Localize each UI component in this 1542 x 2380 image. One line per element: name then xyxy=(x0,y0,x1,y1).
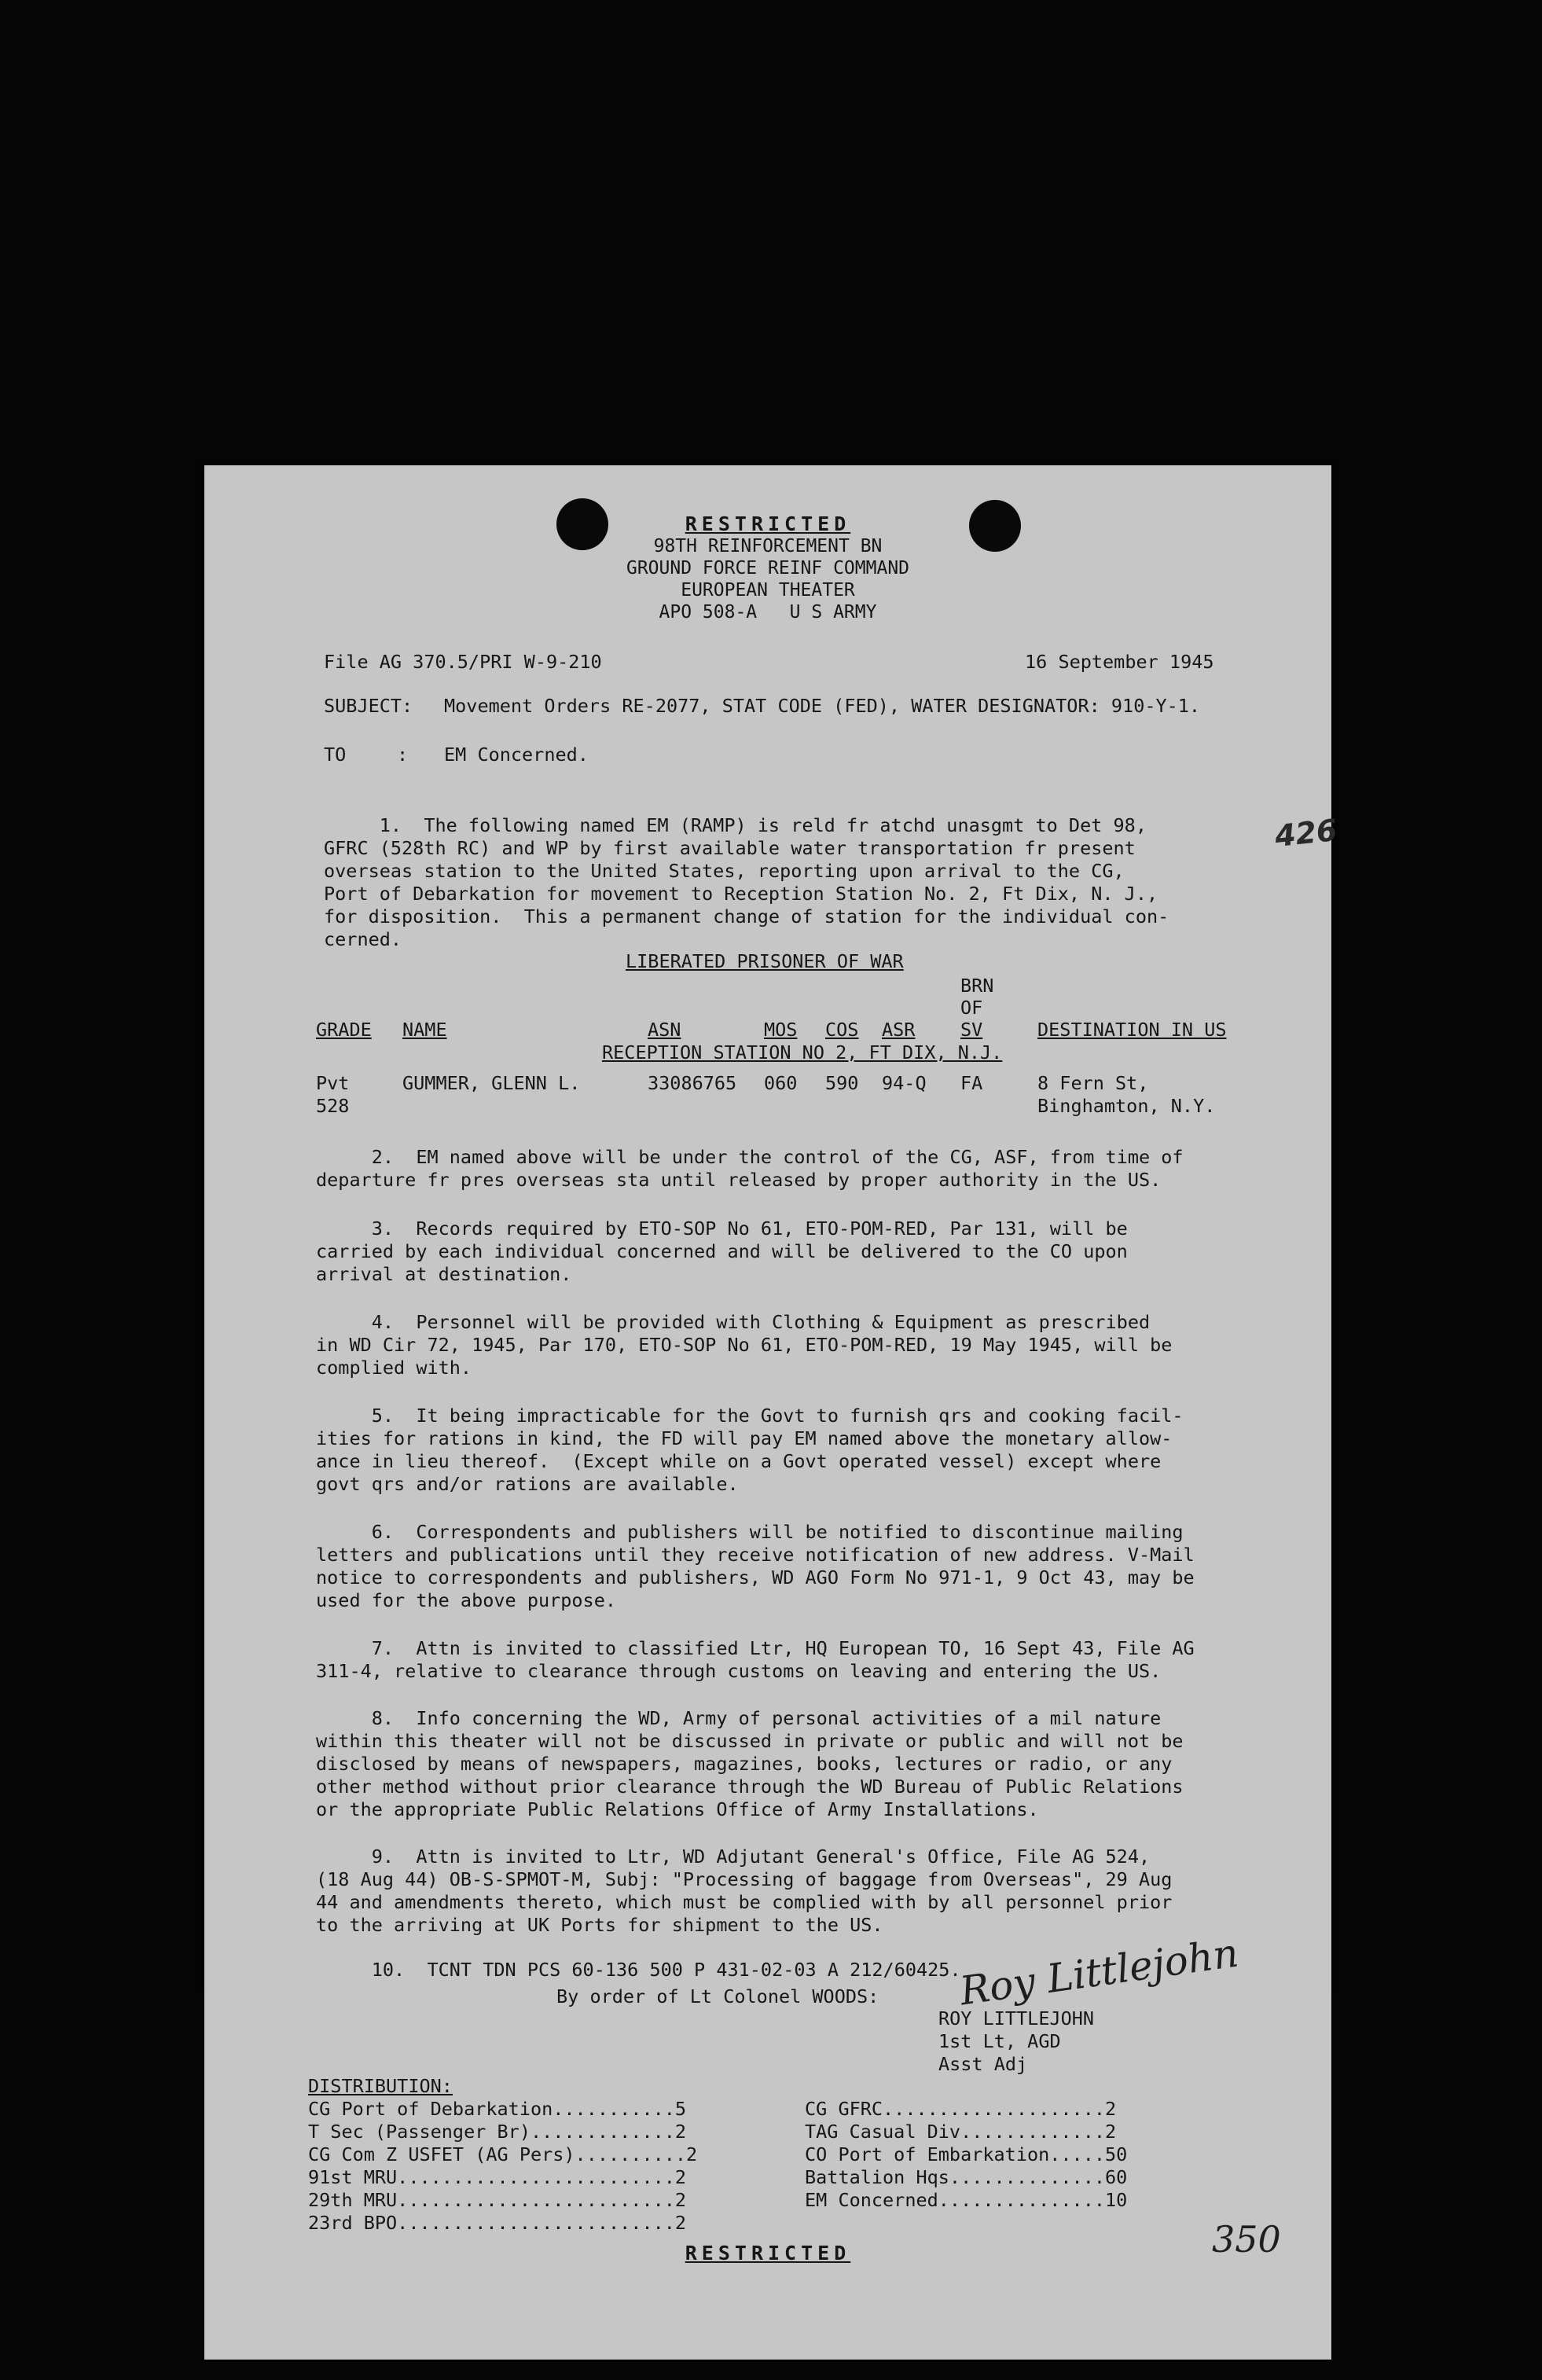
col-asr: ASR xyxy=(882,1019,916,1041)
cell-mos: 060 xyxy=(764,1072,798,1094)
distribution-item: T Sec (Passenger Br).............2 xyxy=(308,2121,687,2143)
col-name: NAME xyxy=(402,1019,447,1041)
file-reference: File AG 370.5/PRI W-9-210 xyxy=(324,651,602,673)
distribution-item: CG Port of Debarkation...........5 xyxy=(308,2098,687,2120)
stamp-number: 426 xyxy=(1272,812,1339,854)
document-page xyxy=(204,465,1339,1990)
table-section: RECEPTION STATION NO 2, FT DIX, N.J. xyxy=(602,1041,1003,1063)
paragraph-line: 4. Personnel will be provided with Clothing & Equipment as prescribed xyxy=(316,1311,1151,1333)
table-title: LIBERATED PRISONER OF WAR xyxy=(626,950,904,972)
cell-destination-2: Binghamton, N.Y. xyxy=(1037,1095,1216,1117)
paragraph-line: disclosed by means of newspapers, magazines, books, lectures or radio, or any xyxy=(316,1753,1173,1775)
to-label: TO xyxy=(324,744,347,766)
distribution-item: 23rd BPO.........................2 xyxy=(308,2212,687,2234)
paragraph-line: arrival at destination. xyxy=(316,1263,572,1285)
paragraph-line: to the arriving at UK Ports for shipment to the US. xyxy=(316,1914,883,1936)
paragraph-line: 2. EM named above will be under the control of the CG, ASF, from time of xyxy=(316,1146,1184,1168)
classification-header: RESTRICTED xyxy=(685,512,851,535)
to-colon: : xyxy=(397,744,409,766)
cell-asn: 33086765 xyxy=(648,1072,737,1094)
distribution-item: CG Com Z USFET (AG Pers)..........2 xyxy=(308,2143,698,2165)
paragraph-line: 6. Correspondents and publishers will be notified to discontinue mailing xyxy=(316,1521,1184,1543)
paragraph-line: GFRC (528th RC) and WP by first available water transportation fr present xyxy=(324,837,1136,859)
signer-title: Asst Adj xyxy=(938,2053,1028,2075)
col-mos: MOS xyxy=(764,1019,798,1041)
cell-destination: 8 Fern St, xyxy=(1037,1072,1149,1094)
paragraph-line: 44 and amendments thereto, which must be complied with by all personnel prior xyxy=(316,1891,1173,1913)
of-label: OF xyxy=(960,997,983,1019)
paragraph-line: used for the above purpose. xyxy=(316,1589,617,1611)
paragraph-line: 9. Attn is invited to Ltr, WD Adjutant General's Office, File AG 524, xyxy=(316,1846,1151,1868)
cell-cos: 590 xyxy=(825,1072,859,1094)
paragraph-line: notice to correspondents and publishers, WD AGO Form No 971-1, 9 Oct 43, may be xyxy=(316,1566,1195,1589)
paragraph-line: 311-4, relative to clearance through customs on leaving and entering the US. xyxy=(316,1660,1162,1682)
col-sv: SV xyxy=(960,1019,983,1041)
distribution-item: Battalion Hqs..............60 xyxy=(805,2166,1128,2188)
paragraph-line: for disposition. This a permanent change of station for the individual con- xyxy=(324,905,1169,927)
paragraph-line: 5. It being impracticable for the Govt to furnish qrs and cooking facil- xyxy=(316,1405,1184,1427)
paragraph-10: 10. TCNT TDN PCS 60-136 500 P 431-02-03 A 212/60425. xyxy=(316,1959,961,1981)
distribution-item: 91st MRU.........................2 xyxy=(308,2166,687,2188)
distribution-item: CO Port of Embarkation.....50 xyxy=(805,2143,1128,2165)
brn-label: BRN xyxy=(960,975,994,997)
to-text: EM Concerned. xyxy=(444,744,589,766)
paragraph-line: or the appropriate Public Relations Office of Army Installations. xyxy=(316,1798,1039,1820)
paragraph-line: ities for rations in kind, the FD will pay EM named above the monetary allow- xyxy=(316,1427,1173,1449)
col-cos: COS xyxy=(825,1019,859,1041)
document-date: 16 September 1945 xyxy=(1025,651,1214,673)
distribution-item: CG GFRC....................2 xyxy=(805,2098,1117,2120)
paragraph-line: cerned. xyxy=(324,928,402,950)
paragraph-line: ance in lieu thereof. (Except while on a Govt operated vessel) except where xyxy=(316,1450,1162,1472)
unit-name: 98TH REINFORCEMENT BN xyxy=(653,536,883,556)
order-line: By order of Lt Colonel WOODS: xyxy=(556,1985,879,2007)
cell-grade: Pvt xyxy=(316,1072,350,1094)
handwritten-page-number: 350 xyxy=(1212,2218,1281,2261)
theater-name: EUROPEAN THEATER xyxy=(681,580,855,601)
col-grade: GRADE xyxy=(316,1019,372,1041)
command-name: GROUND FORCE REINF COMMAND xyxy=(626,558,910,578)
subject-label: SUBJECT: xyxy=(324,695,413,717)
paragraph-line: departure fr pres overseas sta until released by proper authority in the US. xyxy=(316,1169,1162,1191)
distribution-item: 29th MRU.........................2 xyxy=(308,2189,687,2211)
col-destination: DESTINATION IN US xyxy=(1037,1019,1227,1041)
cell-grade-2: 528 xyxy=(316,1095,350,1117)
paragraph-line: 3. Records required by ETO-SOP No 61, ETO-POM-RED, Par 131, will be xyxy=(316,1218,1128,1240)
paragraph-line: (18 Aug 44) OB-S-SPMOT-M, Subj: "Processing of baggage from Overseas", 29 Aug xyxy=(316,1868,1173,1890)
subject-text: Movement Orders RE-2077, STAT CODE (FED), WATER DESIGNATOR: 910-Y-1. xyxy=(444,695,1201,717)
paragraph-line: 8. Info concerning the WD, Army of personal activities of a mil nature xyxy=(316,1707,1162,1729)
distribution-item: TAG Casual Div.............2 xyxy=(805,2121,1117,2143)
signer-rank: 1st Lt, AGD xyxy=(938,2030,1061,2052)
paragraph-line: complied with. xyxy=(316,1357,472,1379)
paragraph-line: Port of Debarkation for movement to Reception Station No. 2, Ft Dix, N. J., xyxy=(324,883,1158,905)
distribution-item: EM Concerned...............10 xyxy=(805,2189,1128,2211)
cell-sv: FA xyxy=(960,1072,983,1094)
distribution-label: DISTRIBUTION: xyxy=(308,2075,453,2097)
paragraph-line: other method without prior clearance through the WD Bureau of Public Relations xyxy=(316,1776,1184,1798)
paragraph-line: letters and publications until they receive notification of new address. V-Mail xyxy=(316,1544,1195,1566)
paragraph-line: in WD Cir 72, 1945, Par 170, ETO-SOP No 61, ETO-POM-RED, 19 May 1945, will be xyxy=(316,1334,1173,1356)
apo-line: APO 508-A U S ARMY xyxy=(659,602,877,623)
signature: Roy Littlejohn xyxy=(956,1930,1242,2015)
paragraph-line: overseas station to the United States, reporting upon arrival to the CG, xyxy=(324,860,1125,882)
paragraph-line: within this theater will not be discussed in private or public and will not be xyxy=(316,1730,1184,1752)
paragraph-line: 1. The following named EM (RAMP) is reld fr atchd unasgmt to Det 98, xyxy=(324,814,1147,836)
paragraph-line: 7. Attn is invited to classified Ltr, HQ European TO, 16 Sept 43, File AG xyxy=(316,1637,1195,1659)
cell-asr: 94-Q xyxy=(882,1072,927,1094)
signer-name: ROY LITTLEJOHN xyxy=(938,2007,1095,2029)
col-asn: ASN xyxy=(648,1019,681,1041)
classification-footer: RESTRICTED xyxy=(685,2242,851,2264)
paragraph-line: carried by each individual concerned and will be delivered to the CO upon xyxy=(316,1240,1128,1262)
cell-name: GUMMER, GLENN L. xyxy=(402,1072,581,1094)
paragraph-line: govt qrs and/or rations are available. xyxy=(316,1473,739,1495)
